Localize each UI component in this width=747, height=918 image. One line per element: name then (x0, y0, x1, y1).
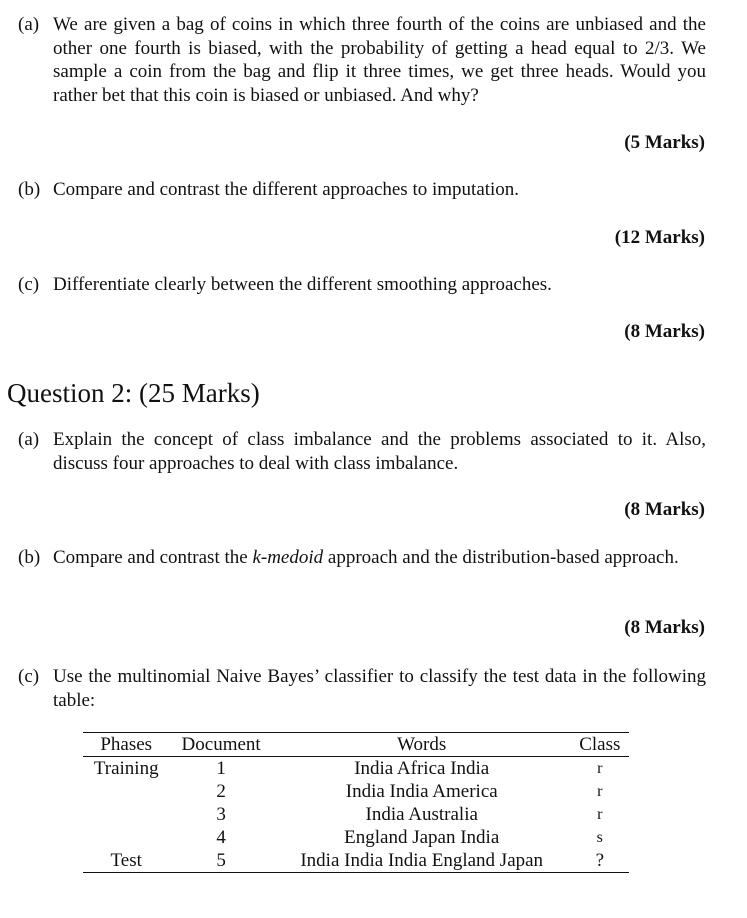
question-heading: Question 2: (25 Marks) (7, 378, 260, 408)
item-label: (a) (18, 14, 40, 35)
table-row (83, 803, 629, 826)
item-label: (c) (18, 274, 40, 295)
table-cell: r (597, 760, 603, 777)
table-cell: 5 (169, 849, 272, 873)
column-header: Phases (83, 733, 169, 757)
item-label: (b) (18, 547, 41, 568)
table-cell: r (597, 783, 603, 800)
table-cell: England Japan India (344, 827, 500, 848)
table-cell: 1 (216, 758, 226, 779)
question-text: Compare and contrast the different approaches to imputation. (53, 179, 520, 200)
table-cell: s (596, 829, 603, 846)
emphasized-term: k-medoid (252, 547, 324, 568)
column-header: Words (273, 733, 571, 757)
marks-label: (8 Marks) (624, 499, 705, 520)
question-1a (18, 13, 706, 107)
table-cell: India Australia (365, 804, 478, 825)
table-cell: r (597, 806, 603, 823)
table-cell: 2 (216, 781, 226, 802)
question-2b (18, 546, 706, 570)
question-1c (18, 273, 706, 297)
text-segment: approach and the distribution-based approach. (323, 547, 679, 568)
table-cell: 3 (216, 804, 226, 825)
table-cell: India Africa India (354, 758, 490, 779)
text-segment: Compare and contrast the (53, 547, 253, 568)
table-cell: ? (571, 849, 629, 873)
marks-label: (8 Marks) (624, 321, 705, 342)
table-header-row (83, 733, 629, 757)
marks-label: (5 Marks) (624, 132, 705, 153)
table-cell: 4 (216, 827, 226, 848)
table-cell: Training (93, 758, 159, 779)
marks-label: (12 Marks) (614, 227, 705, 248)
table-cell: India India India England Japan (273, 849, 571, 873)
training-test-table (83, 732, 629, 873)
table-row (83, 757, 629, 781)
question-text: We are given a bag of coins in which three fourth of the coins are unbiased and the other one fourth is biased, with the probability of getting a head equal to 2/3. We sample a coin from the bag and flip it three times, we get three heads. Would you rather bet that this coin is biased or unbiased. And why? (53, 14, 706, 106)
question-2c (18, 665, 706, 712)
table-cell: Test (83, 849, 169, 873)
question-1b (18, 178, 706, 202)
question-text: Use the multinomial Naive Bayes’ classifier to classify the test data in the following table: (53, 666, 706, 711)
column-header: Class (571, 733, 629, 757)
item-label: (a) (18, 429, 40, 450)
question-text (53, 546, 706, 570)
item-label: (c) (18, 666, 40, 687)
item-label: (b) (18, 179, 41, 200)
question-text: Differentiate clearly between the different smoothing approaches. (53, 274, 552, 295)
column-header: Document (169, 733, 272, 757)
table-cell (83, 780, 169, 803)
question-text: Explain the concept of class imbalance and the problems associated to it. Also, discuss four approaches to deal with class imbalance. (53, 429, 706, 474)
table-row (83, 826, 629, 849)
table-cell (83, 803, 169, 826)
question-2a (18, 428, 706, 475)
table-row (83, 849, 629, 873)
table-cell: India India America (345, 781, 498, 802)
table-row (83, 780, 629, 803)
table-cell (83, 826, 169, 849)
marks-label: (8 Marks) (624, 617, 705, 638)
